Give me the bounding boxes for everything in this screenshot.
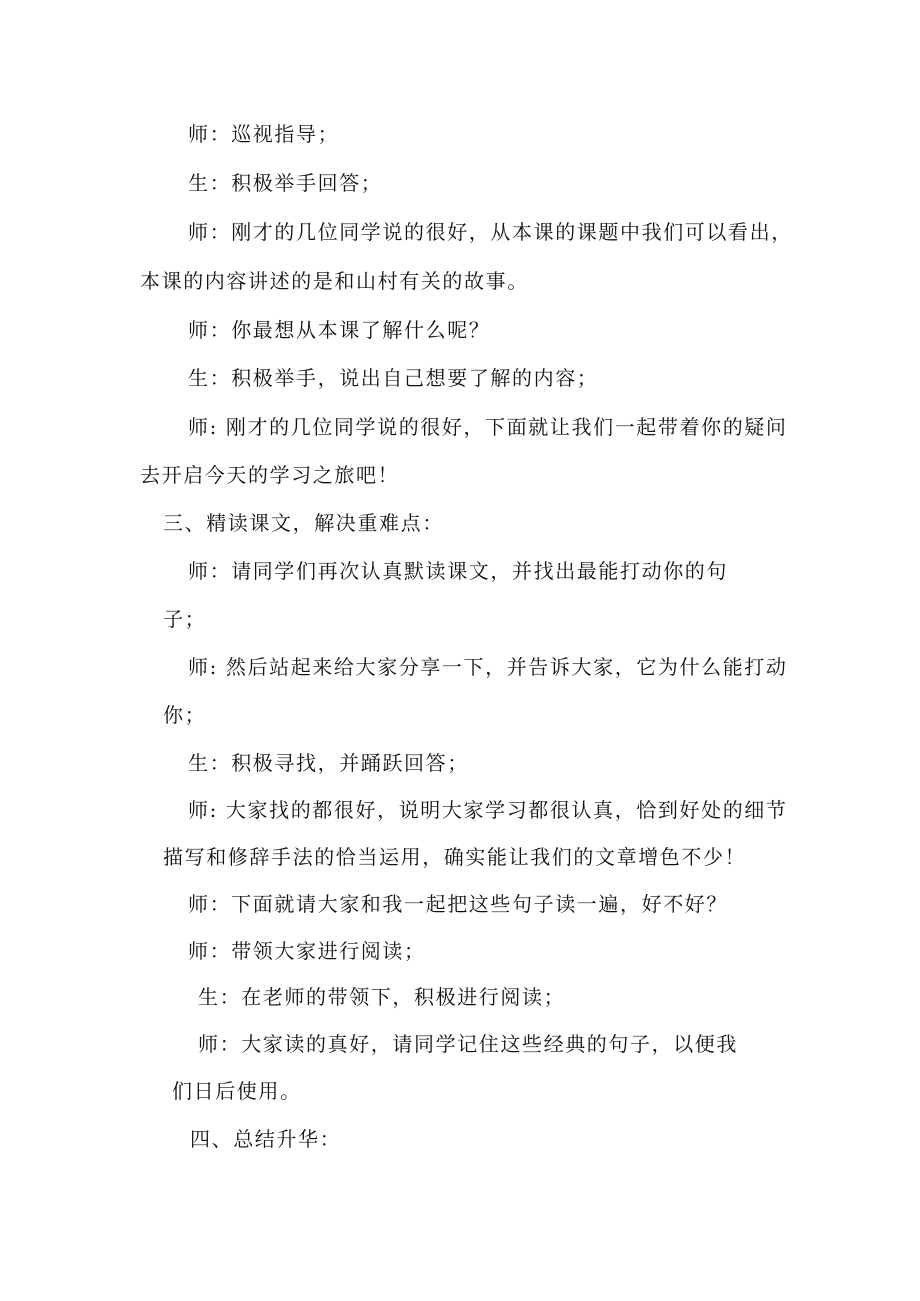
text-line: 本课的内容讲述的是和山村有关的故事。 [140, 269, 529, 293]
text-line: 师：请同学们再次认真默读课文，并找出最能打动你的句 [188, 559, 728, 583]
text-line: 生：积极举手回答； [188, 171, 383, 195]
section-heading: 三、精读课文，解决重难点： [163, 511, 444, 535]
text-line: 去开启今天的学习之旅吧！ [140, 463, 400, 487]
text-line: 师：下面就请大家和我一起把这些句子读一遍，好不好？ [188, 892, 728, 916]
text-line: 师：巡视指导； [188, 122, 340, 146]
text-line: 子； [163, 607, 207, 631]
text-line: 师：大家读的真好，请同学记住这些经典的句子，以便我 [198, 1032, 738, 1056]
text-line: 你； [163, 703, 207, 727]
text-line: 师：你最想从本课了解什么呢？ [188, 318, 491, 342]
text-line: 师: 大家找的都很好，说明大家学习都很认真，恰到好处的细节 [188, 798, 788, 822]
text-line: 师：带领大家进行阅读； [188, 939, 426, 963]
text-line: 生：积极举手，说出自己想要了解的内容； [188, 366, 599, 390]
text-line: 们日后使用。 [172, 1079, 302, 1103]
text-line: 师: 刚才的几位同学说的很好，下面就让我们一起带着你的疑问 [188, 415, 788, 439]
section-heading: 四、总结升华： [190, 1127, 342, 1151]
text-line: 师: 然后站起来给大家分享一下，并告诉大家，它为什么能打动 [188, 655, 788, 679]
text-line: 生：积极寻找，并踊跃回答； [188, 751, 469, 775]
text-line: 师：刚才的几位同学说的很好，从本课的课题中我们可以看出， [188, 220, 793, 244]
text-line: 生：在老师的带领下，积极进行阅读； [198, 985, 566, 1009]
text-line: 描写和修辞手法的恰当运用，确实能让我们的文章增色不少！ [163, 845, 747, 869]
